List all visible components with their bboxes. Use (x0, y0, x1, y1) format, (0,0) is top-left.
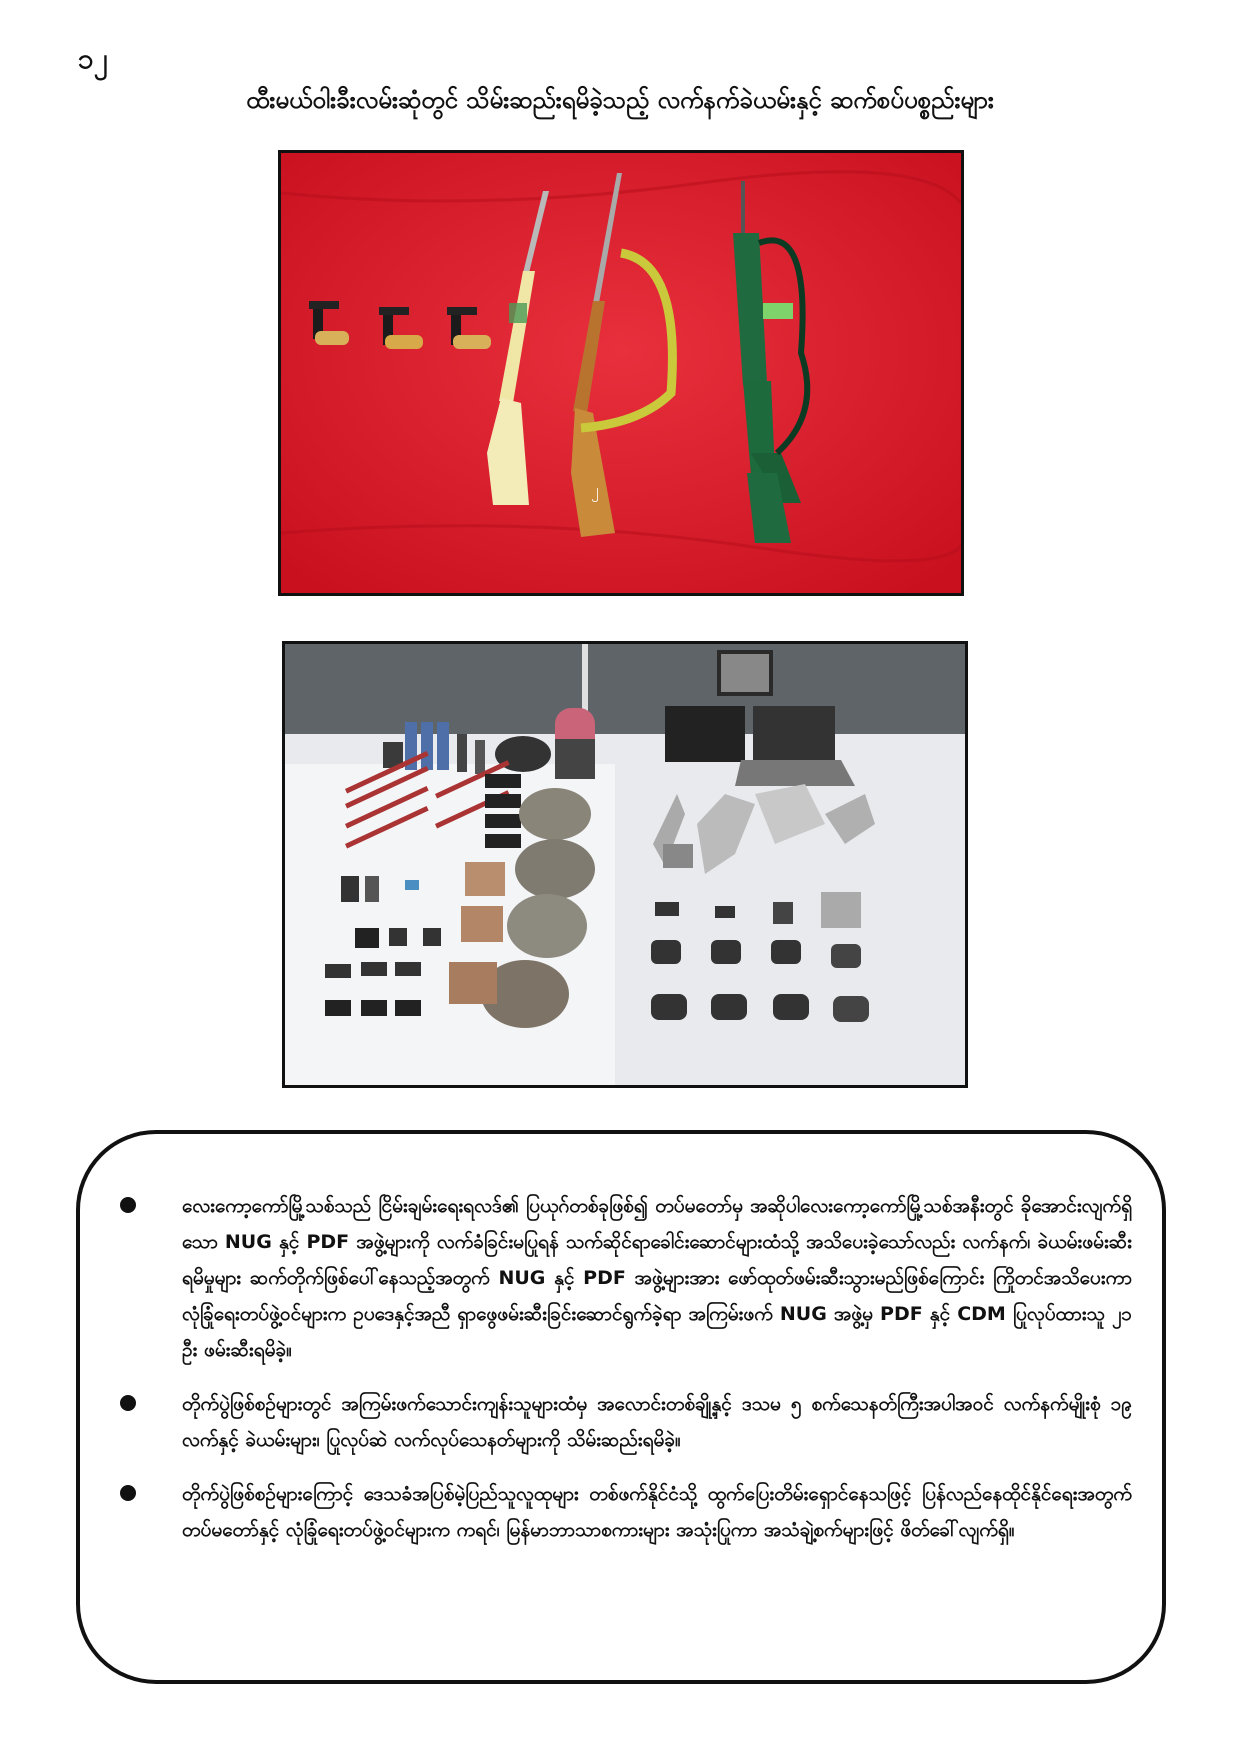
summary-bullet-1 (120, 1188, 1132, 1368)
seized-items-photo-illustration (285, 644, 965, 1085)
summary-bullet-2 (120, 1386, 1132, 1458)
bullet-text: လေးကော့ကော်မြို့သစ်သည် ငြိမ်းချမ်းရေးရလဒ်၏ ပြယုဂ်တစ်ခုဖြစ်၍ တပ်မတော်မှ အဆိုပါလေးကော့ကော်မြို့သစ်အနီးတွင် ခိုအောင်းလျက်ရှိသော NUG နှင့် PDF အဖွဲ့များကို လက်ခံခြင်းမပြုရန် သက်ဆိုင်ရာခေါင်းဆောင်များထံသို့ အသိပေးခဲ့သော်လည်း လက်နက်၊ ခဲယမ်းဖမ်းဆီးရမိမှုများ ဆက်တိုက်ဖြစ်ပေါ်နေသည့်အတွက် NUG နှင့် PDF အဖွဲ့များအား ဖော်ထုတ်ဖမ်းဆီးသွားမည်ဖြစ်ကြောင်း ကြိုတင်အသိပေးကာ လုံခြုံရေးတပ်ဖွဲ့ဝင်များက ဥပဒေနှင့်အညီ ရှာဖွေဖမ်းဆီးခြင်းဆောင်ရွက်ခဲ့ရာ အကြမ်းဖက် NUG အဖွဲ့မှ PDF နှင့် CDM ပြုလုပ်ထားသူ ၂၁ ဦး ဖမ်းဆီးရမိခဲ့။ (182, 1195, 1132, 1361)
bullet-text: တိုက်ပွဲဖြစ်စဉ်များတွင် အကြမ်းဖက်သောင်းကျန်းသူများထံမှ အလောင်းတစ်ချို့နှင့် ဒသမ ၅ စက်သေနတ်ကြီးအပါအဝင် လက်နက်မျိုးစုံ ၁၉ လက်နှင့် ခဲယမ်းများ၊ ပြုလုပ်ဆဲ လက်လုပ်သေနတ်များကို သိမ်းဆည်းရမိခဲ့။ (182, 1393, 1132, 1451)
summary-bullet-list (120, 1188, 1132, 1566)
bullet-text: တိုက်ပွဲဖြစ်စဉ်များကြောင့် ဒေသခံအပြစ်မဲ့ပြည်သူလူထုများ တစ်ဖက်နိုင်ငံသို့ ထွက်ပြေးတိမ်းရှောင်နေသဖြင့် ပြန်လည်နေထိုင်နိုင်ရေးအတွက် တပ်မတော်နှင့် လုံခြုံရေးတပ်ဖွဲ့ဝင်များက ကရင်၊ မြန်မာဘာသာစကားများ အသုံးပြုကာ အသံချဲ့စက်များဖြင့် ဖိတ်ခေါ်လျက်ရှိ။ (182, 1483, 1132, 1541)
svg-text:၂: ၂ (591, 480, 599, 499)
weapons-on-red-cloth-photo (278, 150, 964, 596)
summary-box (76, 1130, 1166, 1684)
bullet-dot-icon (120, 1395, 136, 1411)
bullet-dot-icon (120, 1197, 136, 1213)
seized-items-laid-out-photo (282, 641, 968, 1088)
summary-bullet-3 (120, 1476, 1132, 1548)
page-title: ထီးမယ်ဝါးခီးလမ်းဆုံတွင် သိမ်းဆည်းရမိခဲ့သည့် လက်နက်ခဲယမ်းနှင့် ဆက်စပ်ပစ္စည်းများ (246, 86, 994, 114)
bullet-dot-icon (120, 1485, 136, 1501)
page-number: ၁၂ (78, 42, 108, 75)
weapons-photo-illustration (281, 153, 961, 593)
